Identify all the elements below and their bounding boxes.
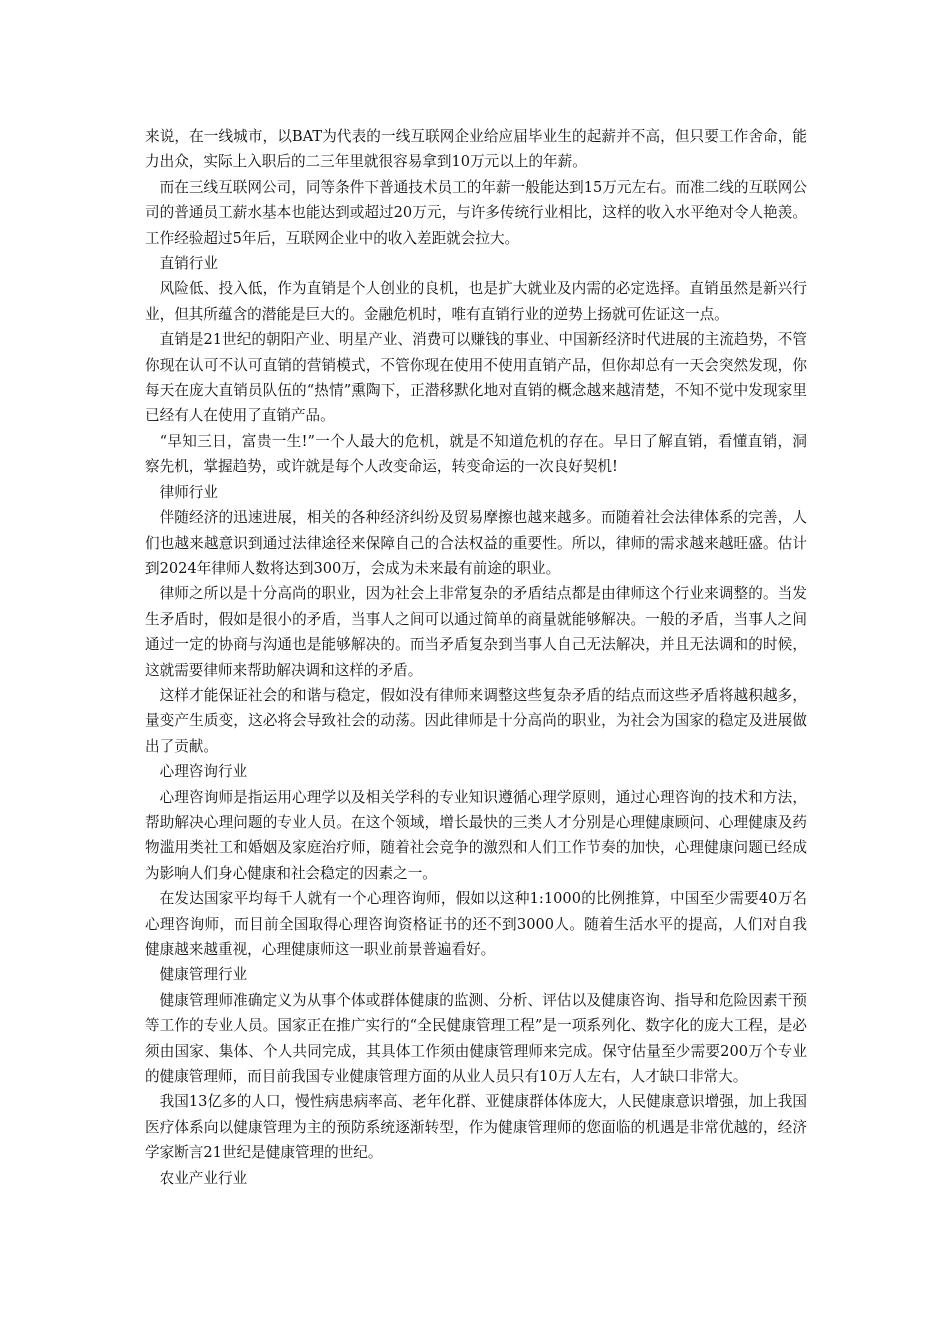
section-heading-lawyer: 律师行业	[159, 483, 218, 501]
paragraph-health-management-1: 健康管理师准确定义为从事个体或群体健康的监测、分析、评估以及健康咨询、指导和危险因素干预等工作的专业人员。国家正在推广实行的“全民健康管理工程”是一项系列化、数字化的庞大工程，是必须由国家、集体、个人共同完成，其具体工作须由健康管理师来完成。保守估量至少需要200万个专业的健康管理师，而目前我国专业健康管理方面的从业人员只有10万人左右，人才缺口非常大。	[145, 991, 807, 1086]
section-heading-direct-sales: 直销行业	[159, 255, 218, 273]
paragraph-lawyer-2: 律师之所以是十分高尚的职业，因为社会上非常复杂的矛盾结点都是由律师这个行业来调整的。当发生矛盾时，假如是很小的矛盾，当事人之间可以通过简单的商量就能够解决。一般的矛盾，当事人之间通过一定的协商与沟通也是能够解决的。而当矛盾复杂到当事人自己无法解决，并且无法调和的时候，这就需要律师来帮助解决调和这样的矛盾。	[145, 585, 807, 679]
section-heading-psychology: 心理咨询行业	[159, 763, 248, 781]
paragraph-direct-sales-3: “早知三日，富贵一生!”一个人最大的危机，就是不知道危机的存在。早日了解直销，看懂直销，洞察先机，掌握趋势，或许就是每个人改变命运，转变命运的一次良好契机!	[145, 432, 807, 476]
paragraph-direct-sales-2: 直销是21世纪的朝阳产业、明星产业、消费可以赚钱的事业、中国新经济时代进展的主流趋势，不管你现在认可不认可直销的营销模式，不管你现在使用不使用直销产品，但你却总有一天会突然发现，你每天在庞大直销员队伍的“热情”熏陶下，正潜移默化地对直销的概念越来越清楚，不知不觉中发现家里已经有人在使用了直销产品。	[145, 331, 807, 425]
paragraph-lawyer-1: 伴随经济的迅速进展，相关的各种经济纠纷及贸易摩擦也越来越多。而随着社会法律体系的完善，人们也越来越意识到通过法律途径来保障自己的合法权益的重要性。所以，律师的需求越来越旺盛。估计到2024年律师人数将达到300万，会成为未来最有前途的职业。	[145, 509, 807, 577]
paragraph-bat-salary: 来说，在一线城市，以BAT为代表的一线互联网企业给应届毕业生的起薪并不高，但只要工作舍命，能力出众，实际上入职后的二三年里就很容易拿到10万元以上的年薪。	[145, 128, 807, 171]
document-page	[145, 124, 807, 1191]
paragraph-tier3-salary: 而在三线互联网公司，同等条件下普通技术员工的年薪一般能达到15万元左右。而准二线的互联网公司的普通员工薪水基本也能达到或超过20万元，与许多传统行业相比，这样的收入水平绝对令人艳羡。工作经验超过5年后，互联网企业中的收入差距就会拉大。	[145, 178, 807, 247]
paragraph-psychology-2: 在发达国家平均每千人就有一个心理咨询师，假如以这种1:1000的比例推算，中国至少需要40万名心理咨询师，而目前全国取得心理咨询资格证书的还不到3000人。随着生活水平的提高，人们对自我健康越来越重视，心理健康师这一职业前景普遍看好。	[145, 890, 807, 958]
paragraph-lawyer-3: 这样才能保证社会的和谐与稳定，假如没有律师来调整这些复杂矛盾的结点而这些矛盾将越积越多，量变产生质变，这必将会导致社会的动荡。因此律师是十分高尚的职业，为社会为国家的稳定及进展做出了贡献。	[145, 686, 807, 755]
paragraph-direct-sales-1: 风险低、投入低，作为直销是个人创业的良机，也是扩大就业及内需的必定选择。直销虽然是新兴行业，但其所蕴含的潜能是巨大的。金融危机时，唯有直销行业的逆势上扬就可佐证这一点。	[145, 280, 807, 323]
section-heading-health-management: 健康管理行业	[159, 966, 248, 984]
paragraph-psychology-1: 心理咨询师是指运用心理学以及相关学科的专业知识遵循心理学原则，通过心理咨询的技术和方法，帮助解决心理问题的专业人员。在这个领域，增长最快的三类人才分别是心理健康顾问、心理健康及药物滥用类社工和婚姻及家庭治疗师，随着社会竞争的激烈和人们工作节奏的加快，心理健康问题已经成为影响人们身心健康和社会稳定的因素之一。	[145, 788, 807, 882]
paragraph-health-management-2: 我国13亿多的人口，慢性病患病率高、老年化群、亚健康群体体庞大，人民健康意识增强，加上我国医疗体系向以健康管理为主的预防系统逐渐转型，作为健康管理师的您面临的机遇是非常优越的，经济学家断言21世纪是健康管理的世纪。	[145, 1093, 807, 1162]
section-heading-agriculture: 农业产业行业	[159, 1169, 248, 1187]
